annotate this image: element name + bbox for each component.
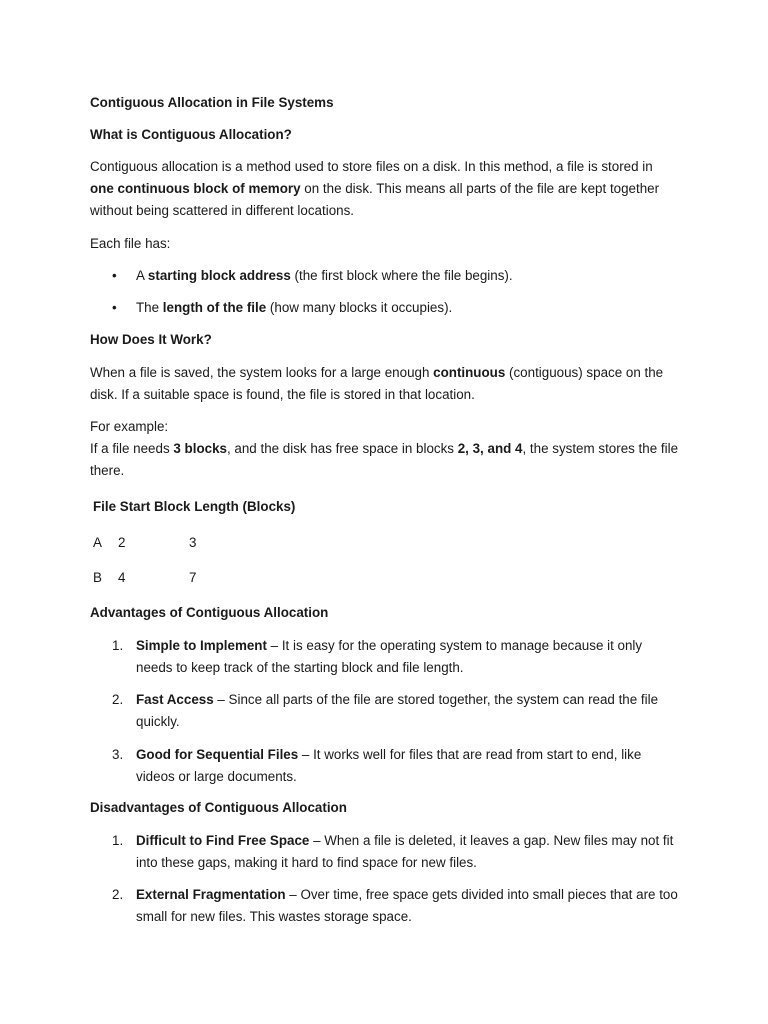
- text-run: A: [136, 268, 148, 283]
- text-run: – Over time, free space gets divided into small pieces that are too small for new files. This wastes storage space.: [136, 887, 678, 924]
- table-header: File Start Block Length (Blocks): [93, 499, 296, 514]
- bold-run: length of the file: [162, 300, 267, 315]
- text-run: (how many blocks it occupies).: [266, 300, 453, 315]
- bold-run: Simple to Implement: [136, 638, 267, 653]
- text-run: (the first block where the file begins).: [290, 268, 513, 283]
- bold-run: starting block address: [147, 268, 291, 283]
- heading-advantages: Advantages of Contiguous Allocation: [90, 605, 329, 620]
- paragraph-how-it-works: [90, 362, 680, 406]
- heading-how-it-works: How Does It Work?: [90, 332, 212, 347]
- bold-run: Difficult to Find Free Space: [136, 833, 310, 848]
- text-run: – It is easy for the operating system to manage because it only needs to keep track of the starting block and file length.: [136, 638, 643, 675]
- list-number: 1.: [112, 833, 124, 848]
- bold-run: Good for Sequential Files: [136, 747, 299, 762]
- heading-disadvantages: Disadvantages of Contiguous Allocation: [90, 800, 347, 815]
- bold-run: continuous: [433, 365, 506, 380]
- text-run: When a file is saved, the system looks for a large enough: [90, 365, 434, 380]
- table-cell-length: 3: [189, 535, 197, 550]
- list-text: [136, 689, 680, 733]
- list-text: [136, 744, 680, 788]
- bold-run: one continuous block of memory: [90, 181, 301, 196]
- text-run: Contiguous allocation is a method used to store files on a disk. In this method, a file is stored in: [90, 159, 653, 174]
- paragraph-each-file: Each file has:: [90, 236, 171, 251]
- bold-run: Fast Access: [136, 692, 214, 707]
- list-number: 1.: [112, 638, 124, 653]
- list-number: 2.: [112, 692, 124, 707]
- table-cell-file: B: [93, 570, 102, 585]
- table-cell-length: 7: [189, 570, 197, 585]
- text-run: If a file needs: [90, 441, 174, 456]
- document-title: Contiguous Allocation in File Systems: [90, 95, 334, 110]
- paragraph-example: [90, 438, 680, 482]
- text-run: – It works well for files that are read from start to end, like videos or large documents.: [136, 747, 642, 784]
- text-run: , and the disk has free space in blocks: [226, 441, 458, 456]
- bullet-icon: •: [112, 268, 117, 283]
- text-run: (contiguous) space on the disk. If a suitable space is found, the file is stored in that location.: [90, 365, 664, 402]
- text-run: on the disk. This means all parts of the file are kept together without being scattered in different locations.: [90, 181, 660, 218]
- list-text: [136, 635, 680, 679]
- list-text: [136, 830, 680, 874]
- bullet-text: [136, 297, 680, 319]
- text-run: The: [136, 300, 163, 315]
- table-cell-start: 4: [118, 570, 126, 585]
- bold-run: 2, 3, and 4: [457, 441, 523, 456]
- bold-run: 3 blocks: [173, 441, 227, 456]
- paragraph-definition: [90, 156, 680, 222]
- table-cell-file: A: [93, 535, 102, 550]
- text-run: – Since all parts of the file are stored together, the system can read the file quickly.: [136, 692, 659, 729]
- list-number: 2.: [112, 887, 124, 902]
- text-run: , the system stores the file there.: [90, 441, 679, 478]
- bold-run: External Fragmentation: [136, 887, 286, 902]
- text-run: – When a file is deleted, it leaves a gap. New files may not fit into these gaps, making it hard to find space for new files.: [136, 833, 674, 870]
- list-number: 3.: [112, 747, 124, 762]
- list-text: [136, 884, 680, 928]
- bullet-icon: •: [112, 300, 117, 315]
- bullet-text: [136, 265, 680, 287]
- heading-what-is: What is Contiguous Allocation?: [90, 127, 292, 142]
- table-cell-start: 2: [118, 535, 126, 550]
- example-label: For example:: [90, 419, 169, 434]
